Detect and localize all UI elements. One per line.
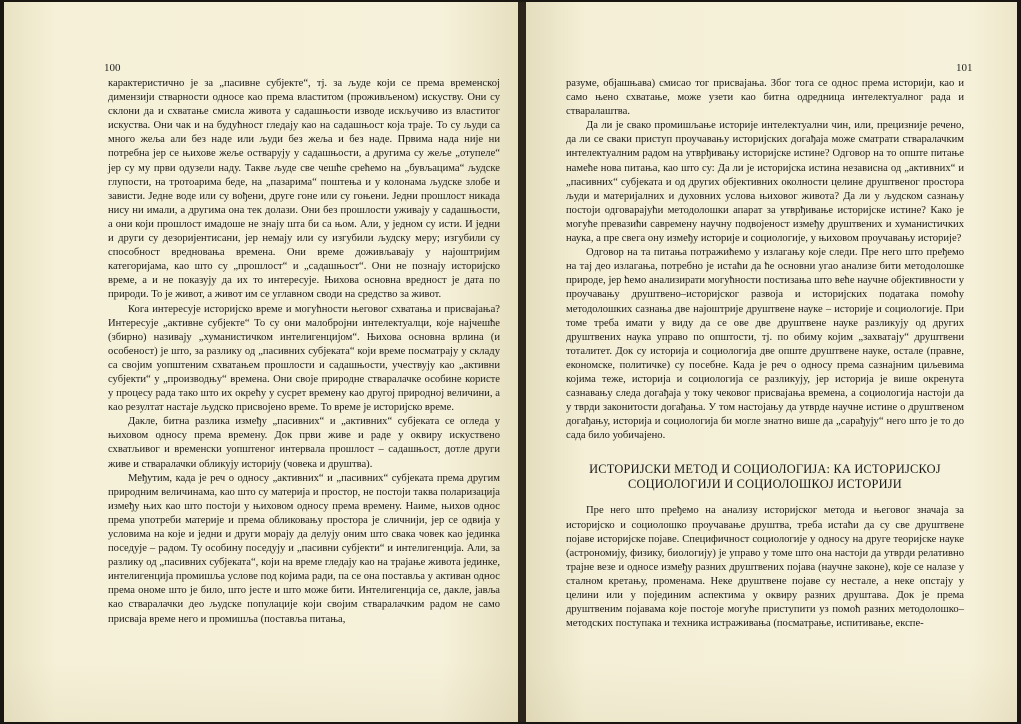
page-number: 100 (104, 62, 121, 74)
paragraph: карактеристично је за „пасивне субјекте“, тј. за људе који се према временској димензији стварности односе као према властитом (проживљеном) искуству. Они су склони да и схватање смисла живота у садашњости изводе искључиво из властитог искуства. Они чак и на будућност гледају као на садашњост која траје. То су људи са много жеља али без наде или људи без жеља и без наде. Првима нада није ни потребна јер се њихове жеље остварују у садашњости, а другима су жеље „отупеле“ јер су му први одузели наду. Такве људе све чешће срећемо на „бувљацима“ људске глупости, на тротоарима беде, на „пазарима“ поштења и у колонама људске злобе и зависти. Једне воде или су вођени, друге гоне или су гоњени. Једни прошлост никада нису ни имали, а другима она тек долази. Они без прошлости уживају у садашњости, а они који прошлост имадоше не знају шта би са њом. Али, у једном су исти. И једни и други су дезоријентисани, јер немају или су изгубили људску меру; изгубили су способност вредновања времена. Они време доживљавају у најоштријим категоријама, као што су „прошлост“ и „садашњост“. Они не познају историјско време, а и не показују да их то интересује. Њихова основна вредност је дата по природи. То је живот, а живот им се углавном своди на средство за живот. (108, 78, 500, 301)
paragraph: Одговор на та питања потражићемо у излагању које следи. Пре него што пређемо на тај део излагања, потребно је истаћи да ће основни угао анализе бити методолошке природе, јер ћемо анализирати могућности постизања што веће научне објективности у проучавању друштвено–историјског развоја и историјских података помоћу методолошких сазнања две најоштрије друштвене науке – историје и социологије. При томе треба имати у виду да се ове две друштвене науке разликују од других друштвених наука управо по општости, тј. по обиму којим „захватају“ друштвени тоталитет. Док су историја и социологија две опште друштвене науке, остале (правне, економске, политичке) су посебне. Када је реч о односу према сазнајним циљевима којима теже, историја и социологија се разликују, јер историја је више окренута сазнавању следа догађаја у току чековог присвајања времена, а социологија настоји да у тврди законитости догађања. У том настојању да утврде научне истине о друштвеном догађању, историја и социологија би могле знатно више да „сарађују“ него што је то до сада било уобичајено. (566, 247, 964, 442)
section-heading-line: ИСТОРИЈСКИ МЕТОД И СОЦИОЛОГИЈА: КА ИСТОРИЈСКОЈ (589, 462, 941, 477)
page-shading (526, 662, 1017, 722)
paragraph: Дакле, битна разлика између „пасивних“ и „активних“ субјеката се огледа у њиховом односу према времену. Док први живе и раде у оквиру искуствено схватљивог и временски уопштеног интервала прошлост – садашњост, дотле други живе и стваралачки обликују историју (човека и друштва). (108, 416, 500, 470)
paragraph: Да ли је свако промишљање историје интелектуални чин, или, прецизније речено, да ли се сваки приступ проучавању историјских догађаја може сматрати стваралачким интелектуалним радом на утврђивању историјске истине? Одговор на то опште питање намеће нова питања, као што су: Да ли је историјска истина независна од „активних“ и „пасивних“ субјеката и од других објективних околности целине друштвеног простора људи и материјалних и духовних услова њиховог живота? Да ли у људском сазнању постоји одговарајући методолошки апарат за утврђивање историјске истине? Како је могуће превазићи савремену научну подвојеност између друштвених и хуманистичких наука, а пре свега ону између историје и социологије, у њиховом проучавању историје? (566, 120, 964, 245)
page-number: 101 (956, 62, 973, 74)
left-page-text (108, 77, 500, 627)
left-page (4, 2, 518, 722)
section-heading-line: СОЦИОЛОГИЈИ И СОЦИОЛОШКОЈ ИСТОРИЈИ (628, 477, 902, 492)
section-heading (566, 462, 964, 492)
paragraph: Пре него што пређемо на анализу историјског метода и његовог значаја за историјско и социолошко проучавање друштва, треба истаћи да су све друштвене појаве историјске појаве. Специфичност социологије у односу на друге теоријске науке (астрономију, физику, биологију) је управо у томе што она настоји да утврди релативно трајне везе и односе између разних друштвених појава (научне законе), које се налазе у сталном кретању, променама. Неке друштвене појаве су нестале, а неке опстају у целини или у појединим аспектима у оквиру разних друштава. Док је према друштвеним појавама које постоје могуће приступити уз помоћ разних методолошко–методских поступака и техника истраживања (посматрање, испитивање, експе- (566, 505, 964, 630)
book-spread (4, 2, 1017, 722)
right-page (526, 2, 1017, 722)
paragraph: Међутим, када је реч о односу „активних“ и „пасивних“ субјеката према другим природним величинама, као што су материја и простор, не постоји таква поларизација између њих као што постоји у њиховом односу према времену. Наиме, њихов однос према употреби материје и према обликовању простора је сличнији, јер се одвија у условима на које и једни и други морају да делују оним што свака човек као јединка поседује – радом. Ту особину поседују и „пасивни субјекти“ и интелигенција. Али, за разлику од „пасивних субјеката“, који на време гледају као на трајање живота јединке, интелигенција промишља услове под којима ради, па се она постављa у активан однос према ономе што је било, што јесте и што може бити. Интелигенција се, дакле, јавља као стваралачки део људске популације који својим стваралачким радом не само присваја време него и промишља (постављa питања, (108, 472, 500, 625)
book-gutter (518, 2, 526, 722)
paragraph: разуме, објашњава) смисао тог присвајања. Због тога се однос према историји, као и само њено схватање, може узети као битна одредница интелектуалног рада и стваралаштва. (566, 78, 964, 118)
paragraph: Кога интересује историјско време и могућности његовог схватања и присвајања? Интересује „активне субјекте“ То су они малобројни интелектуалци, које најчешће (збирно) називају „хуманистичком интелигенцијом“. Њихова основна врлина (и особеност) је што, за разлику од „пасивних субјеката“ који време посматрају у складу са својим уопштеним схватањем прошлости и садашњости, учествују као „активни субјекти“ у „производњу“ времена. Они своје природне стваралачке особине користе у процесу рада тако што их окрећу у сусрет времену као другој природној величини, а као резултат настаје људско присвојено време. То време је историјско време. (108, 303, 500, 414)
page-shading (4, 662, 518, 722)
right-page-text (566, 77, 964, 631)
